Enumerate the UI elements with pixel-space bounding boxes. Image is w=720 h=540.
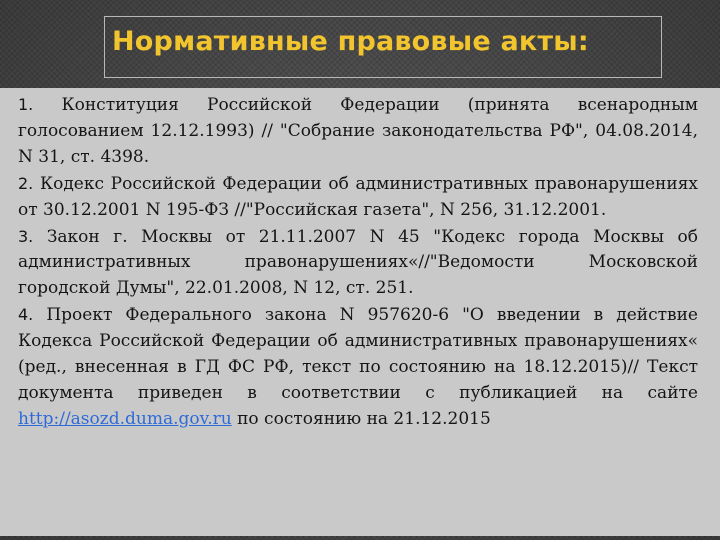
item-number: 1.: [18, 95, 34, 114]
duma-website-link[interactable]: http://asozd.duma.gov.ru: [18, 408, 232, 429]
slide-title: Нормативные правовые акты:: [112, 26, 589, 57]
item-number: 4.: [18, 305, 34, 325]
content-panel: [0, 88, 720, 536]
item-text-tail: по состоянию на 21.12.2015: [231, 408, 491, 429]
list-item: [18, 92, 698, 171]
item-text: Кодекс Российской Федерации об административных правонарушениях от 30.12.2001 N 195-ФЗ //"Российская газета", N 256, 31.12.2001.: [18, 173, 699, 220]
item-text: Закон г. Москвы от 21.11.2007 N 45 "Кодекс города Москвы об административных правонарушениях«//"Ведомости Московской городской Думы", 22.01.2008, N 12, ст. 251.: [18, 226, 699, 299]
list-item: [18, 302, 698, 433]
list-item: [18, 224, 698, 303]
list-item: [18, 171, 698, 224]
item-number: 2.: [18, 173, 34, 193]
item-number: 3.: [18, 226, 34, 246]
item-text: Проект Федерального закона N 957620-6 "О введении в действие Кодекса Российской Федерации об административных правонарушениях« (ред., внесенная в ГД ФС РФ, текст по состоянию на 18.12.2015)// Текст документа приведен в соответствии с публикацией на сайте: [18, 305, 698, 403]
legal-acts-list: [18, 92, 698, 433]
item-text: Конституция Российской Федерации (принята всенародным голосованием 12.12.1993) // "Собрание законодательства РФ", 04.08.2014, N 31, ст. 4398.: [18, 95, 698, 167]
